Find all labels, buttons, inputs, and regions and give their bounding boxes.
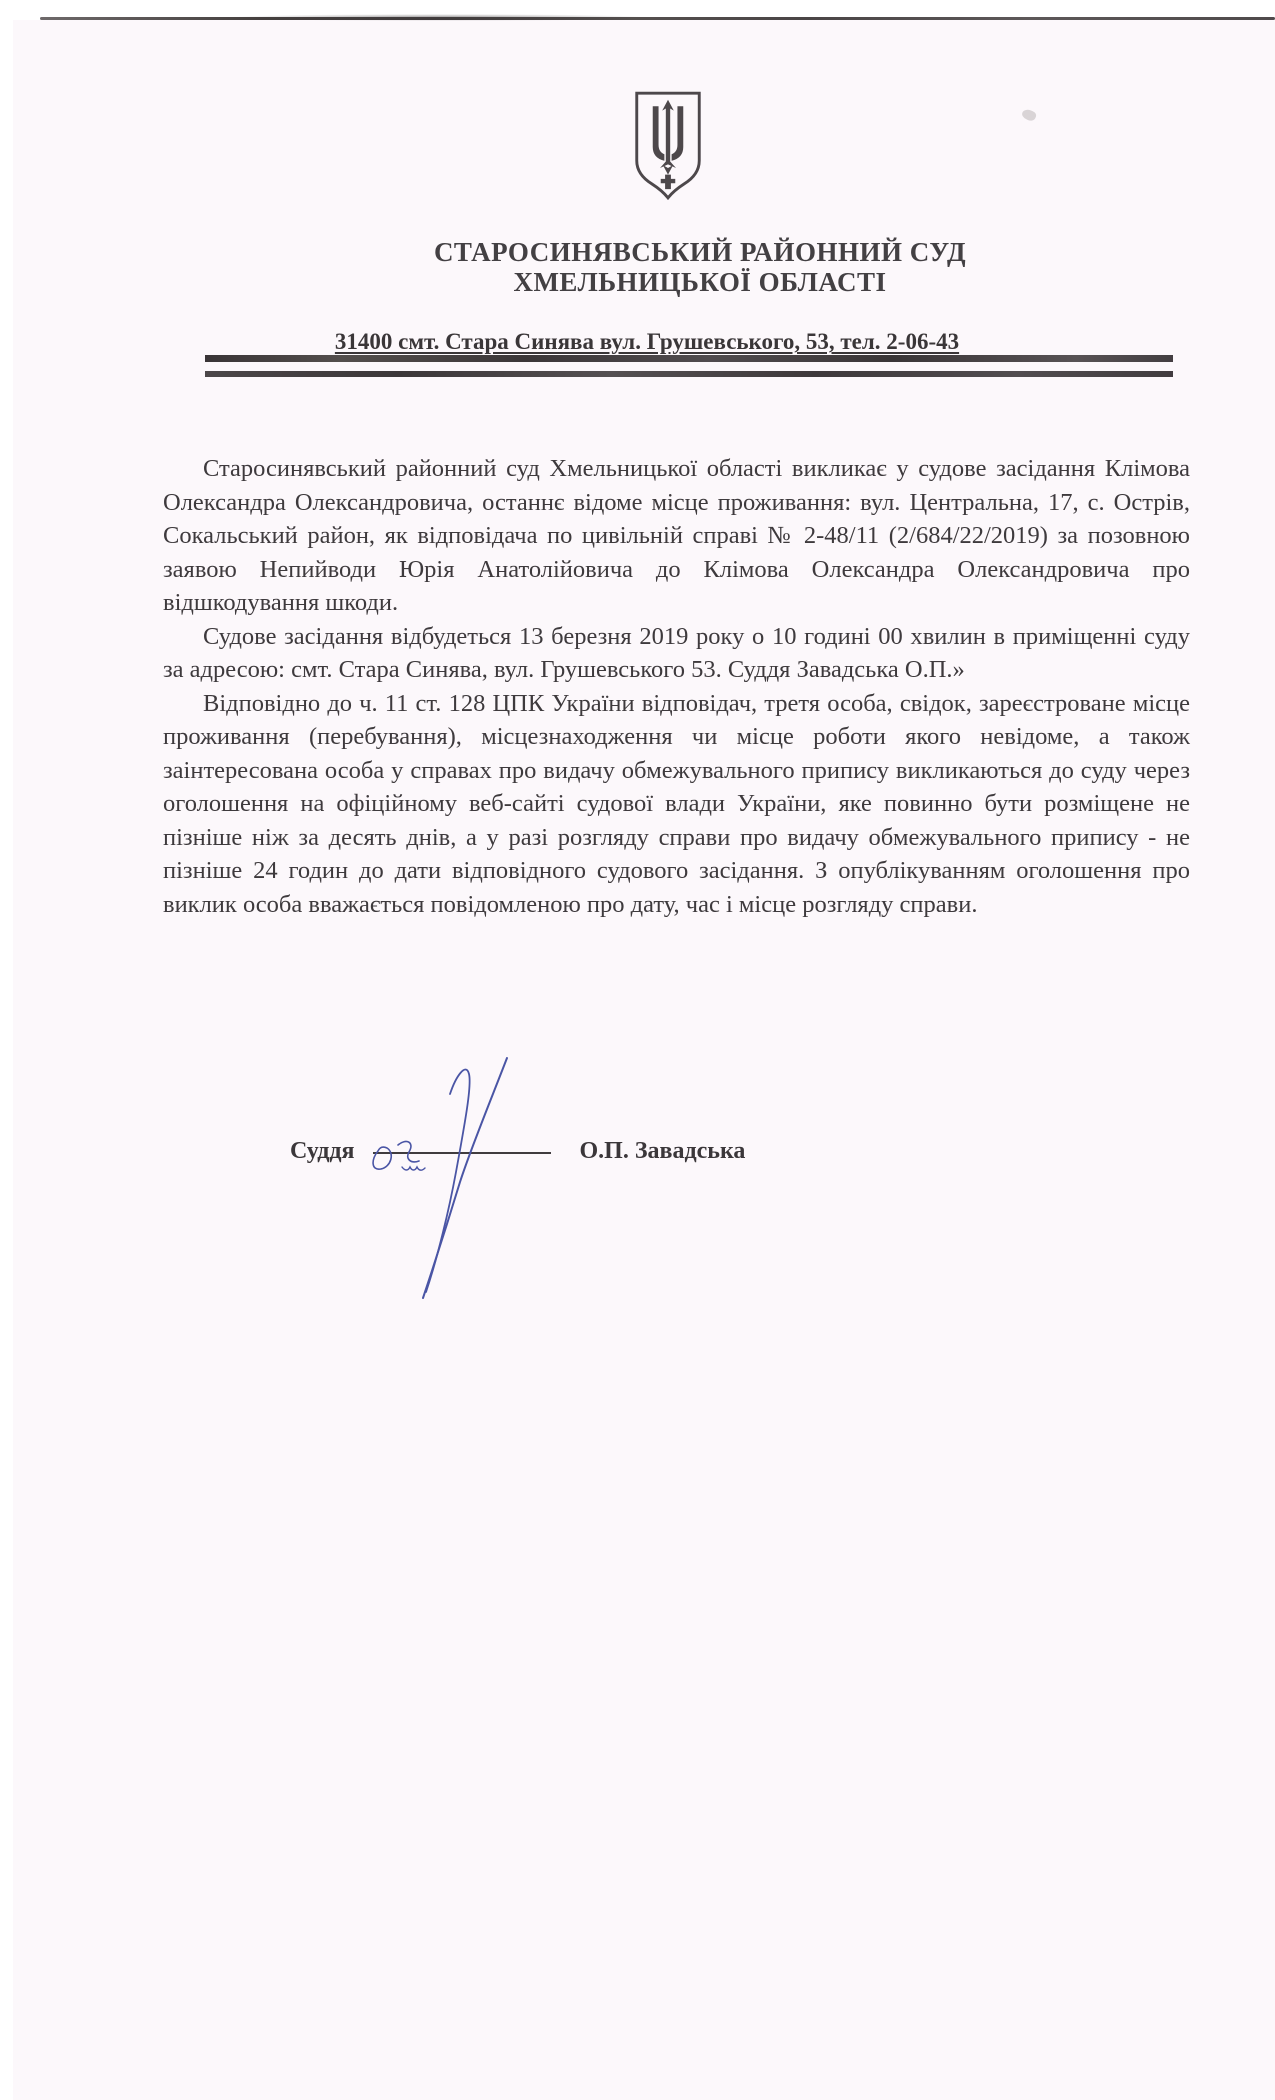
judge-name: О.П. Завадська [579,1138,746,1164]
letterhead-rule-top [205,355,1173,362]
scan-artifact-top-shadow [225,14,655,21]
paragraph-summons: Старосинявський районний суд Хмельницької області викликає у судове засідання Клімова Олександра Олександровича, останнє відоме місце проживання: вул. Центральна, 17, с. Острів, Сокальський район, як відповідача по цивільній справі № 2-48/11 (2/684/22/2019) за позовною заявою Непийводи Юрія Анатолійовича до Клімова Олександра Олександровича про відшкодування шкоди. [163,455,1190,616]
court-name-line1: СТАРОСИНЯВСЬКИЙ РАЙОННИЙ СУД [433,237,967,267]
paragraph-hearing-details: Судове засідання відбудеться 13 березня 2019 року о 10 годині 00 хвилин в приміщенні суду за адресою: смт. Стара Синява, вул. Грушевського 53. Суддя Завадська О.П.» [163,622,1190,683]
letterhead-rule-bottom [205,371,1173,377]
ukraine-trident-shield-icon [631,91,705,200]
summons-body [163,452,1190,921]
signature-block [290,1138,745,1165]
court-letterhead-title [400,237,1000,297]
judge-label: Суддя [290,1138,355,1164]
court-address-line: 31400 смт. Стара Синява вул. Грушевського, 53, тел. 2-06-43 [334,329,960,354]
court-name-line2: ХМЕЛЬНИЦЬКОЇ ОБЛАСТІ [513,267,887,297]
signature-line [373,1151,551,1154]
paragraph-legal-basis: Відповідно до ч. 11 ст. 128 ЦПК України відповідач, третя особа, свідок, зареєстроване місце проживання (перебування), місцезнаходження чи місце роботи якого невідоме, а також заінтересована особа у справах про видачу обмежувального припису викликаються до суду через оголошення на офіційному веб-сайті судової влади України, яке повинно бути розміщене не пізніше ніж за десять днів, а у разі розгляду справи про видачу обмежувального припису - не пізніше 24 годин до дати відповідного судового засідання. З опублікуванням оголошення про виклик особа вважається повідомленою про дату, час і місце розгляду справи. [163,689,1190,918]
